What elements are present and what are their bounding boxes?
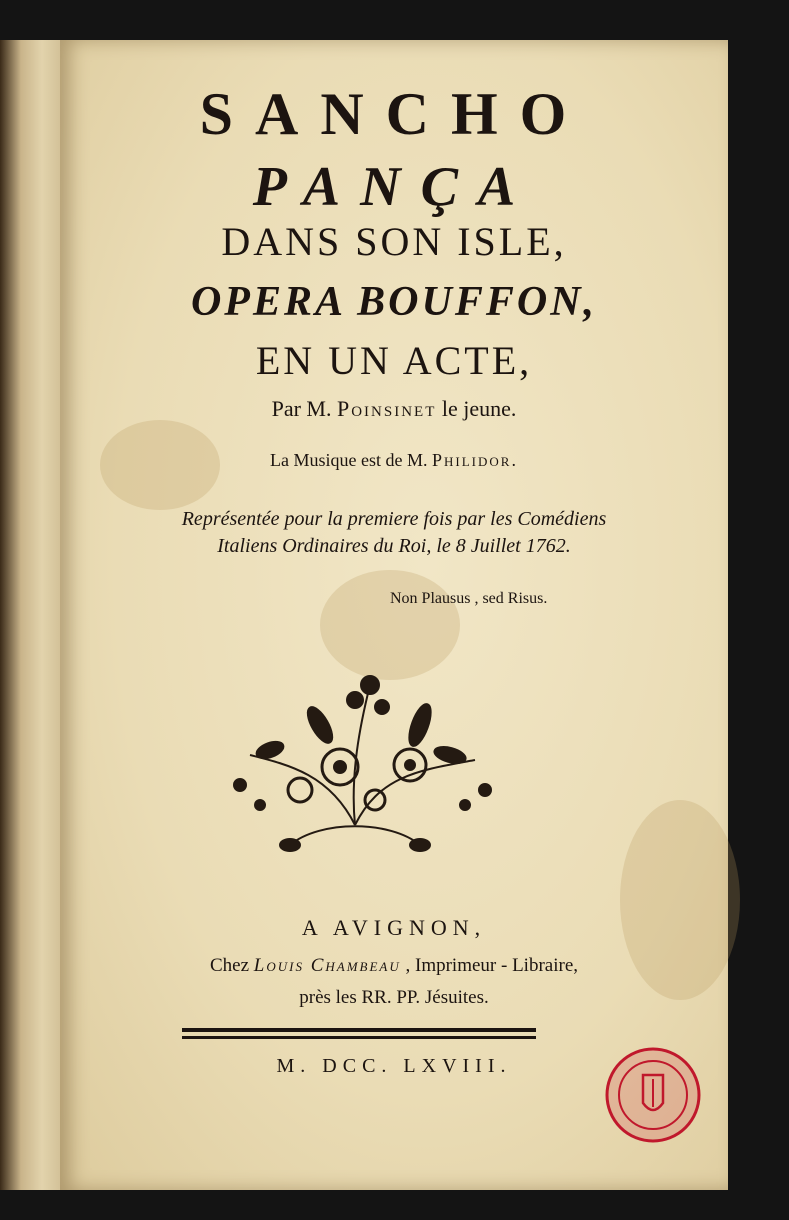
author-name: Poinsinet: [336, 396, 437, 421]
title-line-4: OPERA BOUFFON,: [190, 279, 598, 325]
floral-ornament-icon: [210, 655, 500, 860]
performance-line-1: Représentée pour la premiere fois par les Comédiens: [181, 508, 607, 530]
title-page: [60, 40, 728, 1190]
printer-prefix: Chez: [209, 955, 250, 976]
printer-suffix: , Imprimeur - Libraire,: [405, 955, 579, 976]
music-line: [60, 450, 728, 471]
place: A AVIGNON,: [301, 915, 487, 940]
performance-line-2: Italiens Ordinaires du Roi, le 8 Juillet 1762.: [217, 535, 571, 557]
library-stamp-icon: [603, 1045, 703, 1145]
printer-name: Louis Chambeau: [253, 955, 401, 976]
double-rule: [182, 1027, 536, 1041]
title-line-1: SANCHO: [199, 81, 589, 147]
title-line-3: DANS SON ISLE,: [221, 219, 567, 264]
author-line: [60, 396, 728, 422]
printer-line: [60, 955, 728, 977]
title-line-2: PANÇA: [252, 156, 536, 218]
title-line-5: EN UN ACTE,: [255, 338, 533, 383]
publication-date: M. DCC. LXVIII.: [276, 1055, 512, 1077]
music-prefix: La Musique est de M.: [270, 450, 428, 470]
music-name: Philidor.: [432, 450, 518, 470]
author-suffix: le jeune.: [441, 396, 517, 421]
author-prefix: Par M.: [271, 396, 332, 421]
address: près les RR. PP. Jésuites.: [299, 987, 489, 1008]
motto: Non Plausus , sed Risus.: [390, 590, 548, 607]
